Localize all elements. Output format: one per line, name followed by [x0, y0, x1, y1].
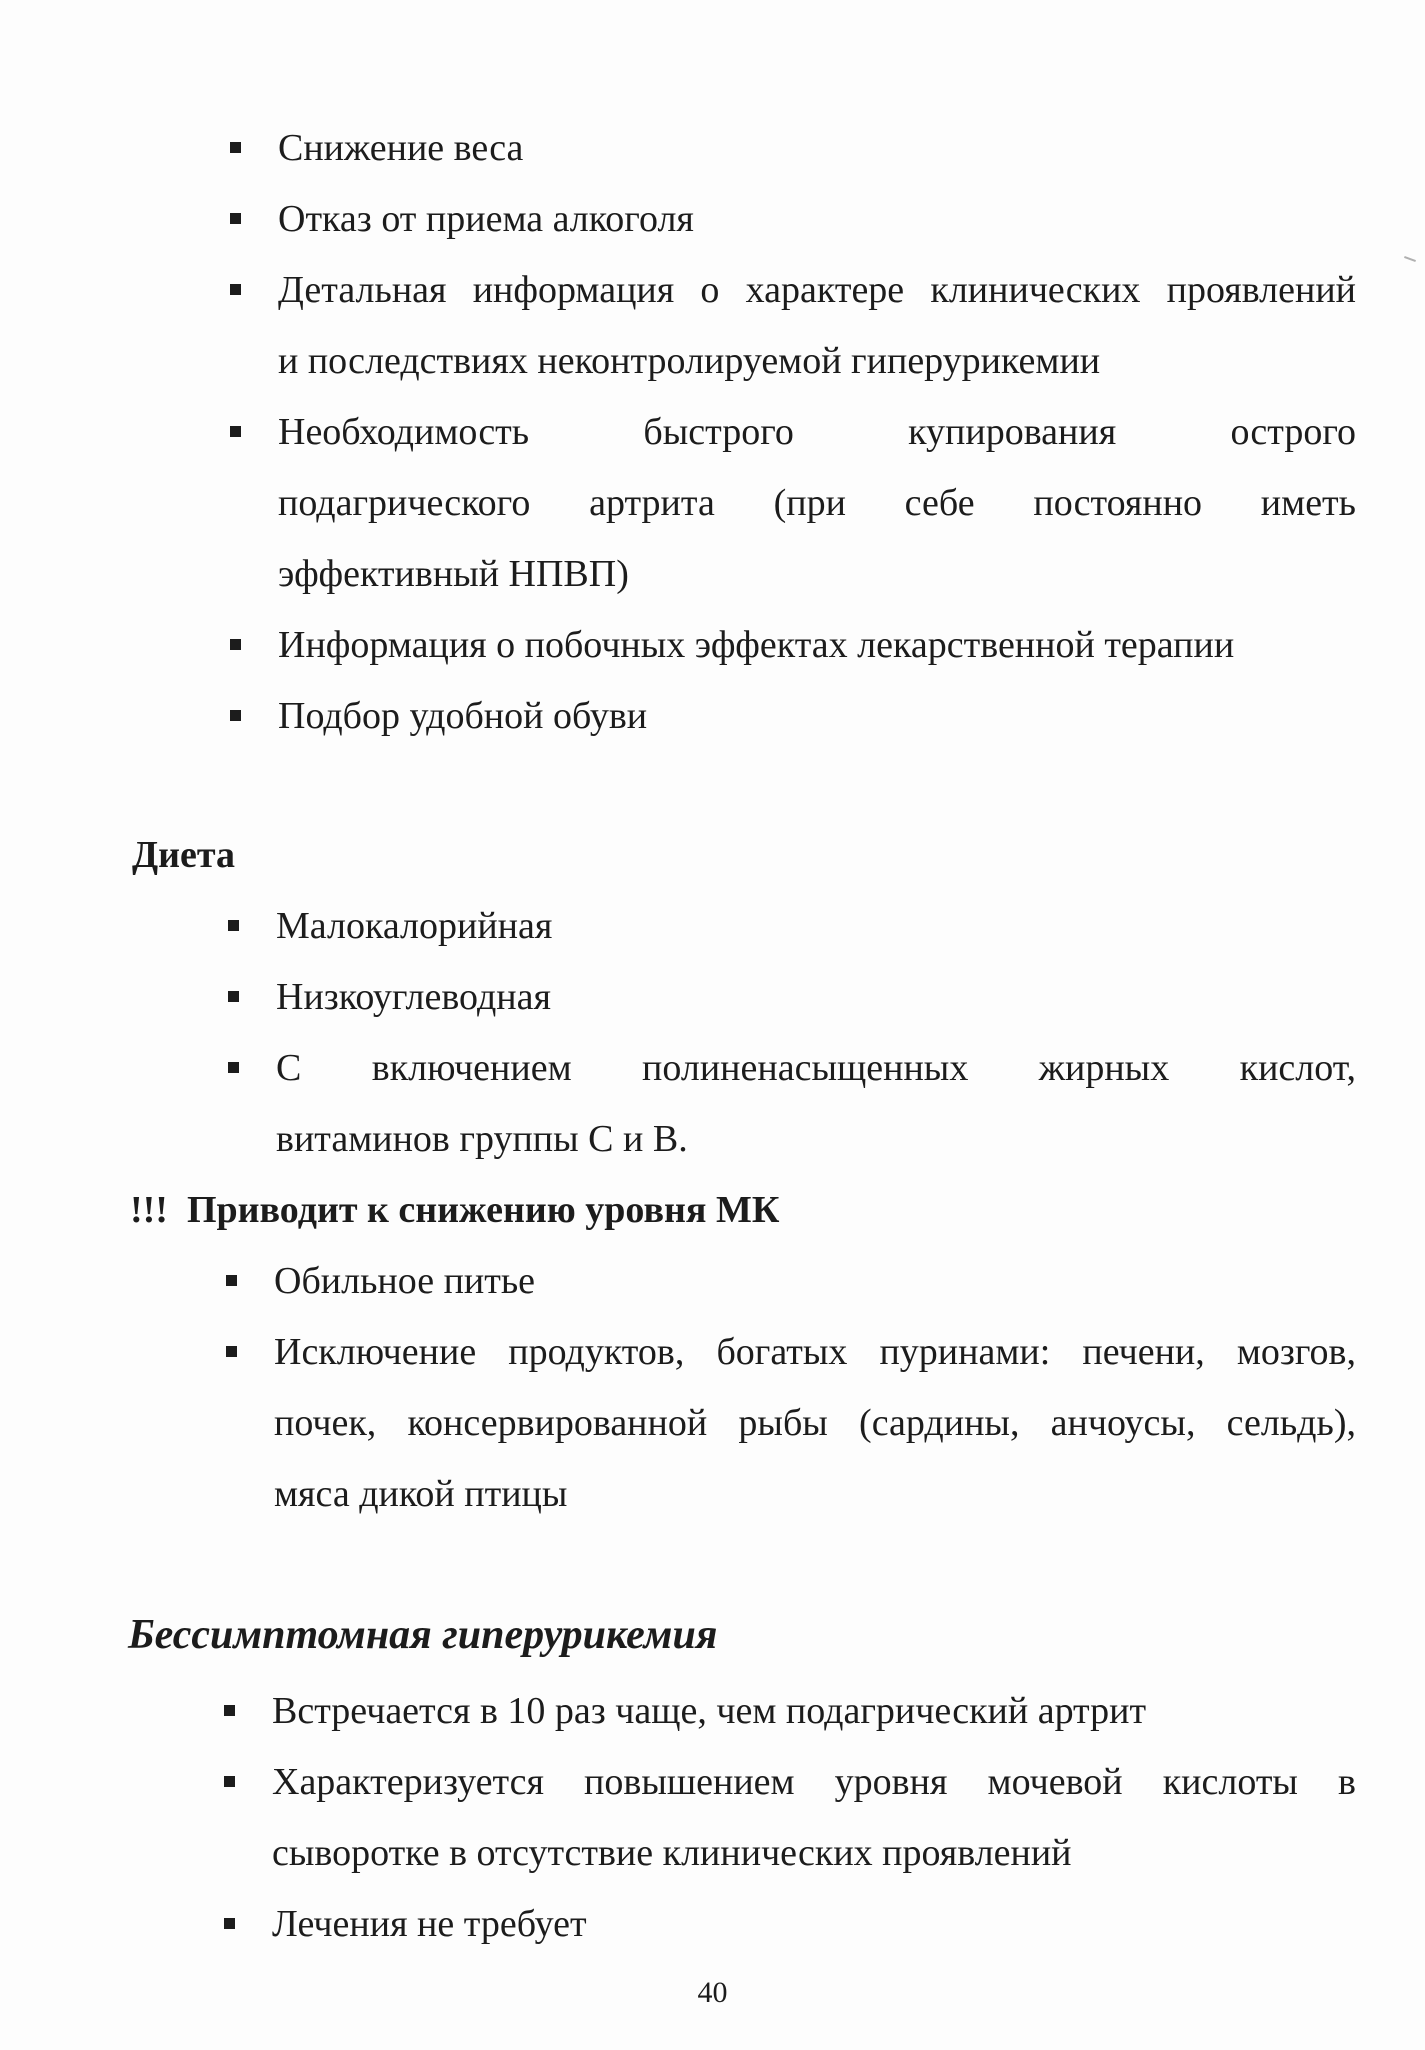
- list-item-text-line: С включением полиненасыщенных жирных кислот,: [276, 1047, 1356, 1089]
- list-item-text: Информация о побочных эффектах лекарственной терапии: [278, 624, 1235, 666]
- list-item: [230, 610, 1356, 681]
- list-item: [230, 681, 1356, 752]
- square-bullet-icon: [228, 1062, 239, 1073]
- list-item-text-line: Характеризуется повышением уровня мочевой кислоты в: [272, 1761, 1356, 1803]
- list-item: [228, 891, 1356, 962]
- diet-list: [228, 891, 1356, 1175]
- list-item-text-line: подагрического артрита (при себе постоянно иметь: [278, 482, 1356, 524]
- square-bullet-icon: [228, 991, 239, 1002]
- square-bullet-icon: [224, 1918, 235, 1929]
- uric-acid-list: [226, 1246, 1356, 1530]
- list-item-text-line: и последствиях неконтролируемой гиперурикемии: [278, 340, 1101, 382]
- list-item: [230, 184, 1356, 255]
- list-item: [226, 1246, 1356, 1317]
- uric-acid-heading: !!! Приводит к снижению уровня МК: [130, 1189, 780, 1231]
- list-item-text: Низкоуглеводная: [276, 976, 551, 1018]
- list-item-text-line: Необходимость быстрого купирования острого: [278, 411, 1356, 453]
- list-item: [230, 397, 1356, 610]
- square-bullet-icon: [230, 426, 241, 437]
- diet-heading: Диета: [132, 834, 236, 876]
- square-bullet-icon: [226, 1346, 237, 1357]
- square-bullet-icon: [226, 1275, 237, 1286]
- list-item-text-line: Детальная информация о характере клинических проявлений: [278, 269, 1356, 311]
- list-item-text: Отказ от приема алкоголя: [278, 198, 694, 240]
- list-item-text-line: витаминов группы С и В.: [276, 1118, 688, 1160]
- scan-mark: [1404, 256, 1416, 262]
- square-bullet-icon: [228, 920, 239, 931]
- list-item-text: Встречается в 10 раз чаще, чем подагрический артрит: [272, 1690, 1147, 1732]
- list-item: [230, 113, 1356, 184]
- list-item-text-line: эффективный НПВП): [278, 553, 629, 595]
- square-bullet-icon: [224, 1705, 235, 1716]
- square-bullet-icon: [230, 284, 241, 295]
- list-item: [224, 1676, 1356, 1747]
- list-item-text-line: мяса дикой птицы: [274, 1473, 568, 1515]
- square-bullet-icon: [224, 1776, 235, 1787]
- list-item: [228, 962, 1356, 1033]
- recommendations-list: [230, 113, 1356, 752]
- asymptomatic-heading: Бессимптомная гиперурикемия: [128, 1612, 718, 1658]
- list-item: [230, 255, 1356, 397]
- list-item-text-line: сыворотке в отсутствие клинических проявлений: [272, 1832, 1072, 1874]
- list-item-text: Обильное питье: [274, 1260, 536, 1302]
- list-item-text: Снижение веса: [278, 127, 524, 169]
- list-item: [224, 1747, 1356, 1889]
- page-number: 40: [697, 1976, 728, 2009]
- square-bullet-icon: [230, 213, 241, 224]
- list-item-text: Малокалорийная: [276, 905, 553, 947]
- list-item: [226, 1317, 1356, 1530]
- list-item-text: Подбор удобной обуви: [278, 695, 648, 737]
- list-item: [228, 1033, 1356, 1175]
- square-bullet-icon: [230, 710, 241, 721]
- square-bullet-icon: [230, 142, 241, 153]
- square-bullet-icon: [230, 639, 241, 650]
- list-item-text-line: почек, консервированной рыбы (сардины, анчоусы, сельдь),: [274, 1402, 1356, 1444]
- list-item: [224, 1889, 1356, 1960]
- list-item-text-line: Исключение продуктов, богатых пуринами: печени, мозгов,: [274, 1331, 1356, 1373]
- asymptomatic-list: [224, 1676, 1356, 1960]
- list-item-text: Лечения не требует: [272, 1903, 587, 1945]
